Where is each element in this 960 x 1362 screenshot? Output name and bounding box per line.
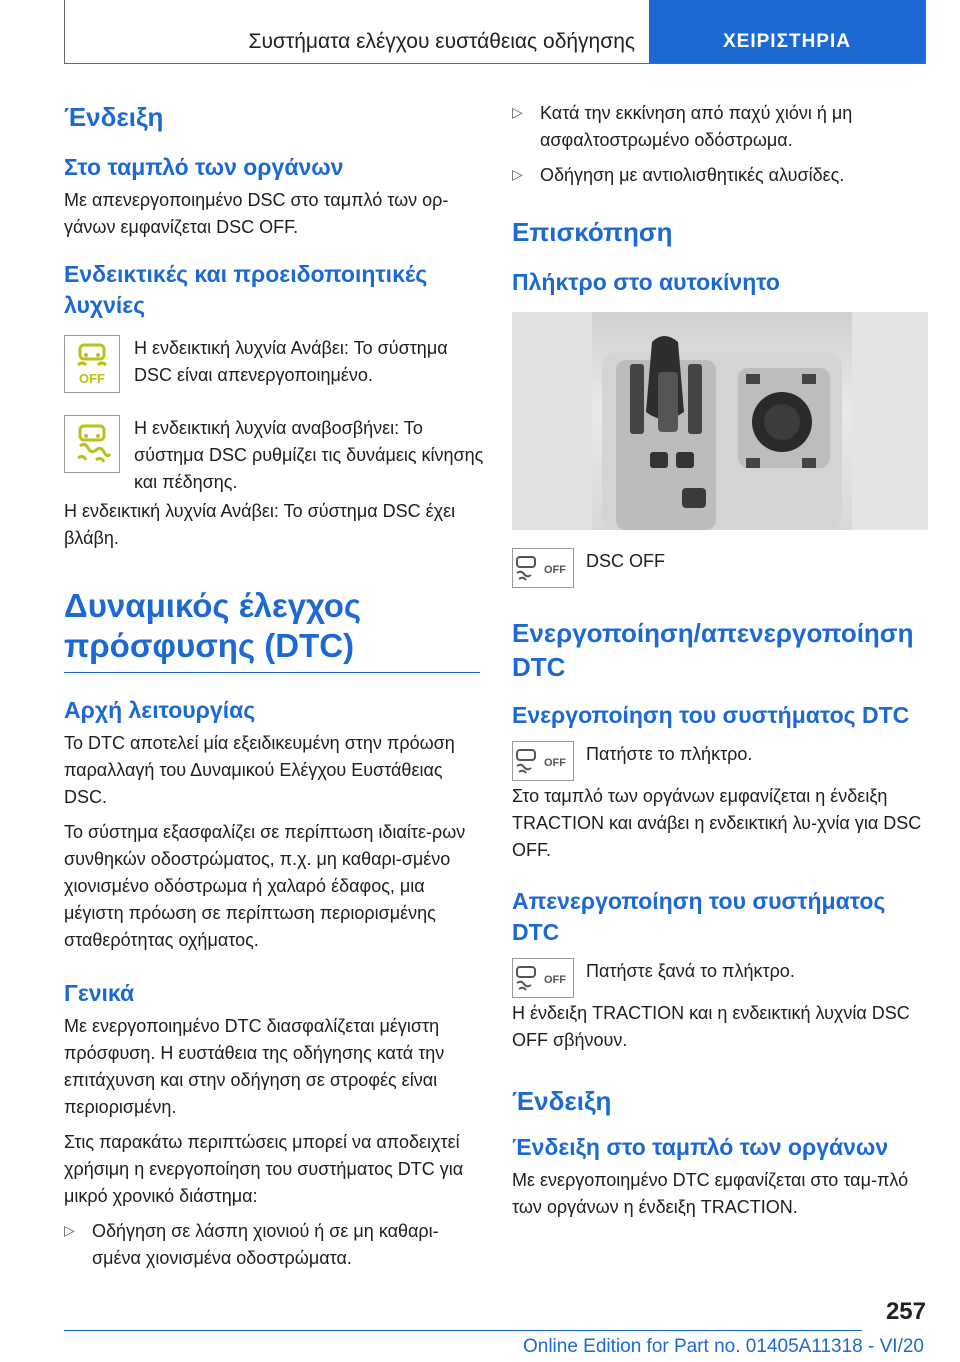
triangle-right-icon: ▷ bbox=[64, 1222, 75, 1238]
heading-dashboard: Στο ταμπλό των οργάνων bbox=[64, 154, 344, 180]
heading-lamps: Ενδεικτικές και προειδοποιητικές λυχνίες bbox=[64, 261, 428, 318]
activate-row bbox=[512, 741, 928, 781]
list-item bbox=[64, 1218, 484, 1272]
heading-indication: Ένδειξη bbox=[64, 102, 164, 132]
page-number: 257 bbox=[885, 1298, 926, 1325]
heading-onoff: Ενεργοποίηση/απενεργοποίηση DTC bbox=[512, 618, 914, 682]
para-general-1: Με ενεργοποιημένο DTC διασφαλίζεται μέγιστη πρόσφυση. Η ευστάθεια της οδήγησης κατά την επιτάχυνση και στην οδήγηση σε στροφές είναι περιορισμένη. bbox=[64, 1016, 445, 1117]
para-fault: Η ενδεικτική λυχνία Ανάβει: Το σύστημα DSC έχει βλάβη. bbox=[64, 501, 456, 548]
deactivate-row bbox=[512, 958, 928, 998]
activate-text-2: Στο ταμπλό των οργάνων εμφανίζεται η ένδειξη TRACTION και ανάβει η ενδεικτική λυ-χνία για DSC OFF. bbox=[512, 786, 922, 860]
heading-dtc: Δυναμικός έλεγχος πρόσφυσης (DTC) bbox=[64, 587, 362, 664]
dsc-off-button-icon bbox=[512, 958, 574, 998]
lamp2-text: Η ενδεικτική λυχνία αναβοσβήνει: Το σύστημα DSC ρυθμίζει τις δυνάμεις κίνησης και πέδησης. bbox=[134, 418, 484, 492]
right-column bbox=[512, 100, 928, 1221]
center-console-image bbox=[512, 312, 928, 530]
dsc-off-text: DSC OFF bbox=[586, 551, 665, 571]
para-principle-1: Το DTC αποτελεί μία εξειδικευμένη στην πρόωση παραλλαγή του Δυναμικού Ελέγχου Ευστάθειας DSC. bbox=[64, 733, 455, 807]
lamp-off-text: OFF bbox=[79, 371, 105, 386]
dsc-off-row bbox=[512, 548, 928, 588]
para-dashboard: Με απενεργοποιημένο DSC στο ταμπλό των ορ-γάνων εμφανίζεται DSC OFF. bbox=[64, 190, 449, 237]
deactivate-text-1: Πατήστε ξανά το πλήκτρο. bbox=[586, 961, 795, 981]
heading-deactivate: Απενεργοποίηση του συστήματος DTC bbox=[512, 888, 886, 945]
heading-principle: Αρχή λειτουργίας bbox=[64, 697, 256, 723]
lamp-row-2 bbox=[64, 415, 484, 496]
triangle-right-icon: ▷ bbox=[512, 104, 523, 120]
para-dashboard-right: Με ενεργοποιημένο DTC εμφανίζεται στο ταμ-πλό των οργάνων η ένδειξη TRACTION. bbox=[512, 1170, 909, 1217]
dsc-active-lamp-icon bbox=[64, 415, 120, 473]
button-off-text: OFF bbox=[544, 757, 566, 769]
section-tab[interactable]: ΧΕΙΡΙΣΤΗΡΙΑ bbox=[649, 0, 925, 63]
dsc-off-button-icon bbox=[512, 548, 574, 588]
footer-rule bbox=[64, 1330, 862, 1331]
triangle-right-icon: ▷ bbox=[512, 166, 523, 182]
dsc-off-lamp-icon bbox=[64, 335, 120, 393]
heading-activate: Ενεργοποίηση του συστήματος DTC bbox=[512, 702, 910, 728]
bullet-1-text: Οδήγηση σε λάσπη χιονιού ή σε μη καθαρι-σμένα χιονισμένα οδοστρώματα. bbox=[92, 1221, 439, 1268]
footer-edition: Online Edition for Part no. 01405A11318 - VI/20 bbox=[522, 1336, 924, 1357]
bullet-2-text: Κατά την εκκίνηση από παχύ χιόνι ή μη ασφαλτοστρωμένο οδόστρωμα. bbox=[540, 103, 853, 150]
heading-key: Πλήκτρο στο αυτοκίνητο bbox=[512, 269, 780, 295]
para-general-2: Στις παρακάτω περιπτώσεις μπορεί να αποδειχτεί χρήσιμη η ενεργοποίηση του συστήματος DTC για μικρό χρονικό διάστημα: bbox=[64, 1132, 464, 1206]
button-off-text: OFF bbox=[544, 974, 566, 986]
left-column bbox=[64, 100, 484, 1272]
activate-text-1: Πατήστε το πλήκτρο. bbox=[586, 744, 753, 764]
dsc-off-button-icon bbox=[512, 741, 574, 781]
bullet-3-text: Οδήγηση με αντιολισθητικές αλυσίδες. bbox=[540, 165, 845, 185]
list-item bbox=[512, 162, 928, 189]
page-header bbox=[64, 0, 926, 64]
chapter-title: Συστήματα ελέγχου ευστάθειας οδήγησης bbox=[248, 30, 635, 53]
heading-dashboard-right: Ένδειξη στο ταμπλό των οργάνων bbox=[512, 1134, 889, 1160]
list-item bbox=[512, 100, 928, 154]
lamp-row-1 bbox=[64, 335, 484, 393]
section-rule bbox=[64, 672, 480, 673]
heading-overview: Επισκόπηση bbox=[512, 217, 673, 247]
heading-general: Γενικά bbox=[64, 980, 135, 1006]
para-principle-2: Το σύστημα εξασφαλίζει σε περίπτωση ιδιαίτε-ρων συνθηκών οδοστρώματος, π.χ. μη καθαρι-σμένο χιονισμένο οδόστρωμα ή χαλαρό έδαφος, μια μέγιστη πρόωση σε περίπτωση περιορισμένης σταθερότητας οχήματος. bbox=[64, 822, 466, 950]
button-off-text: OFF bbox=[544, 564, 566, 576]
deactivate-text-2: Η ένδειξη TRACTION και η ενδεικτική λυχνία DSC OFF σβήνουν. bbox=[512, 1003, 910, 1050]
heading-indication-right: Ένδειξη bbox=[512, 1086, 612, 1116]
lamp1-text: Η ενδεικτική λυχνία Ανάβει: Το σύστημα DSC είναι απενεργοποιημένο. bbox=[134, 338, 448, 385]
